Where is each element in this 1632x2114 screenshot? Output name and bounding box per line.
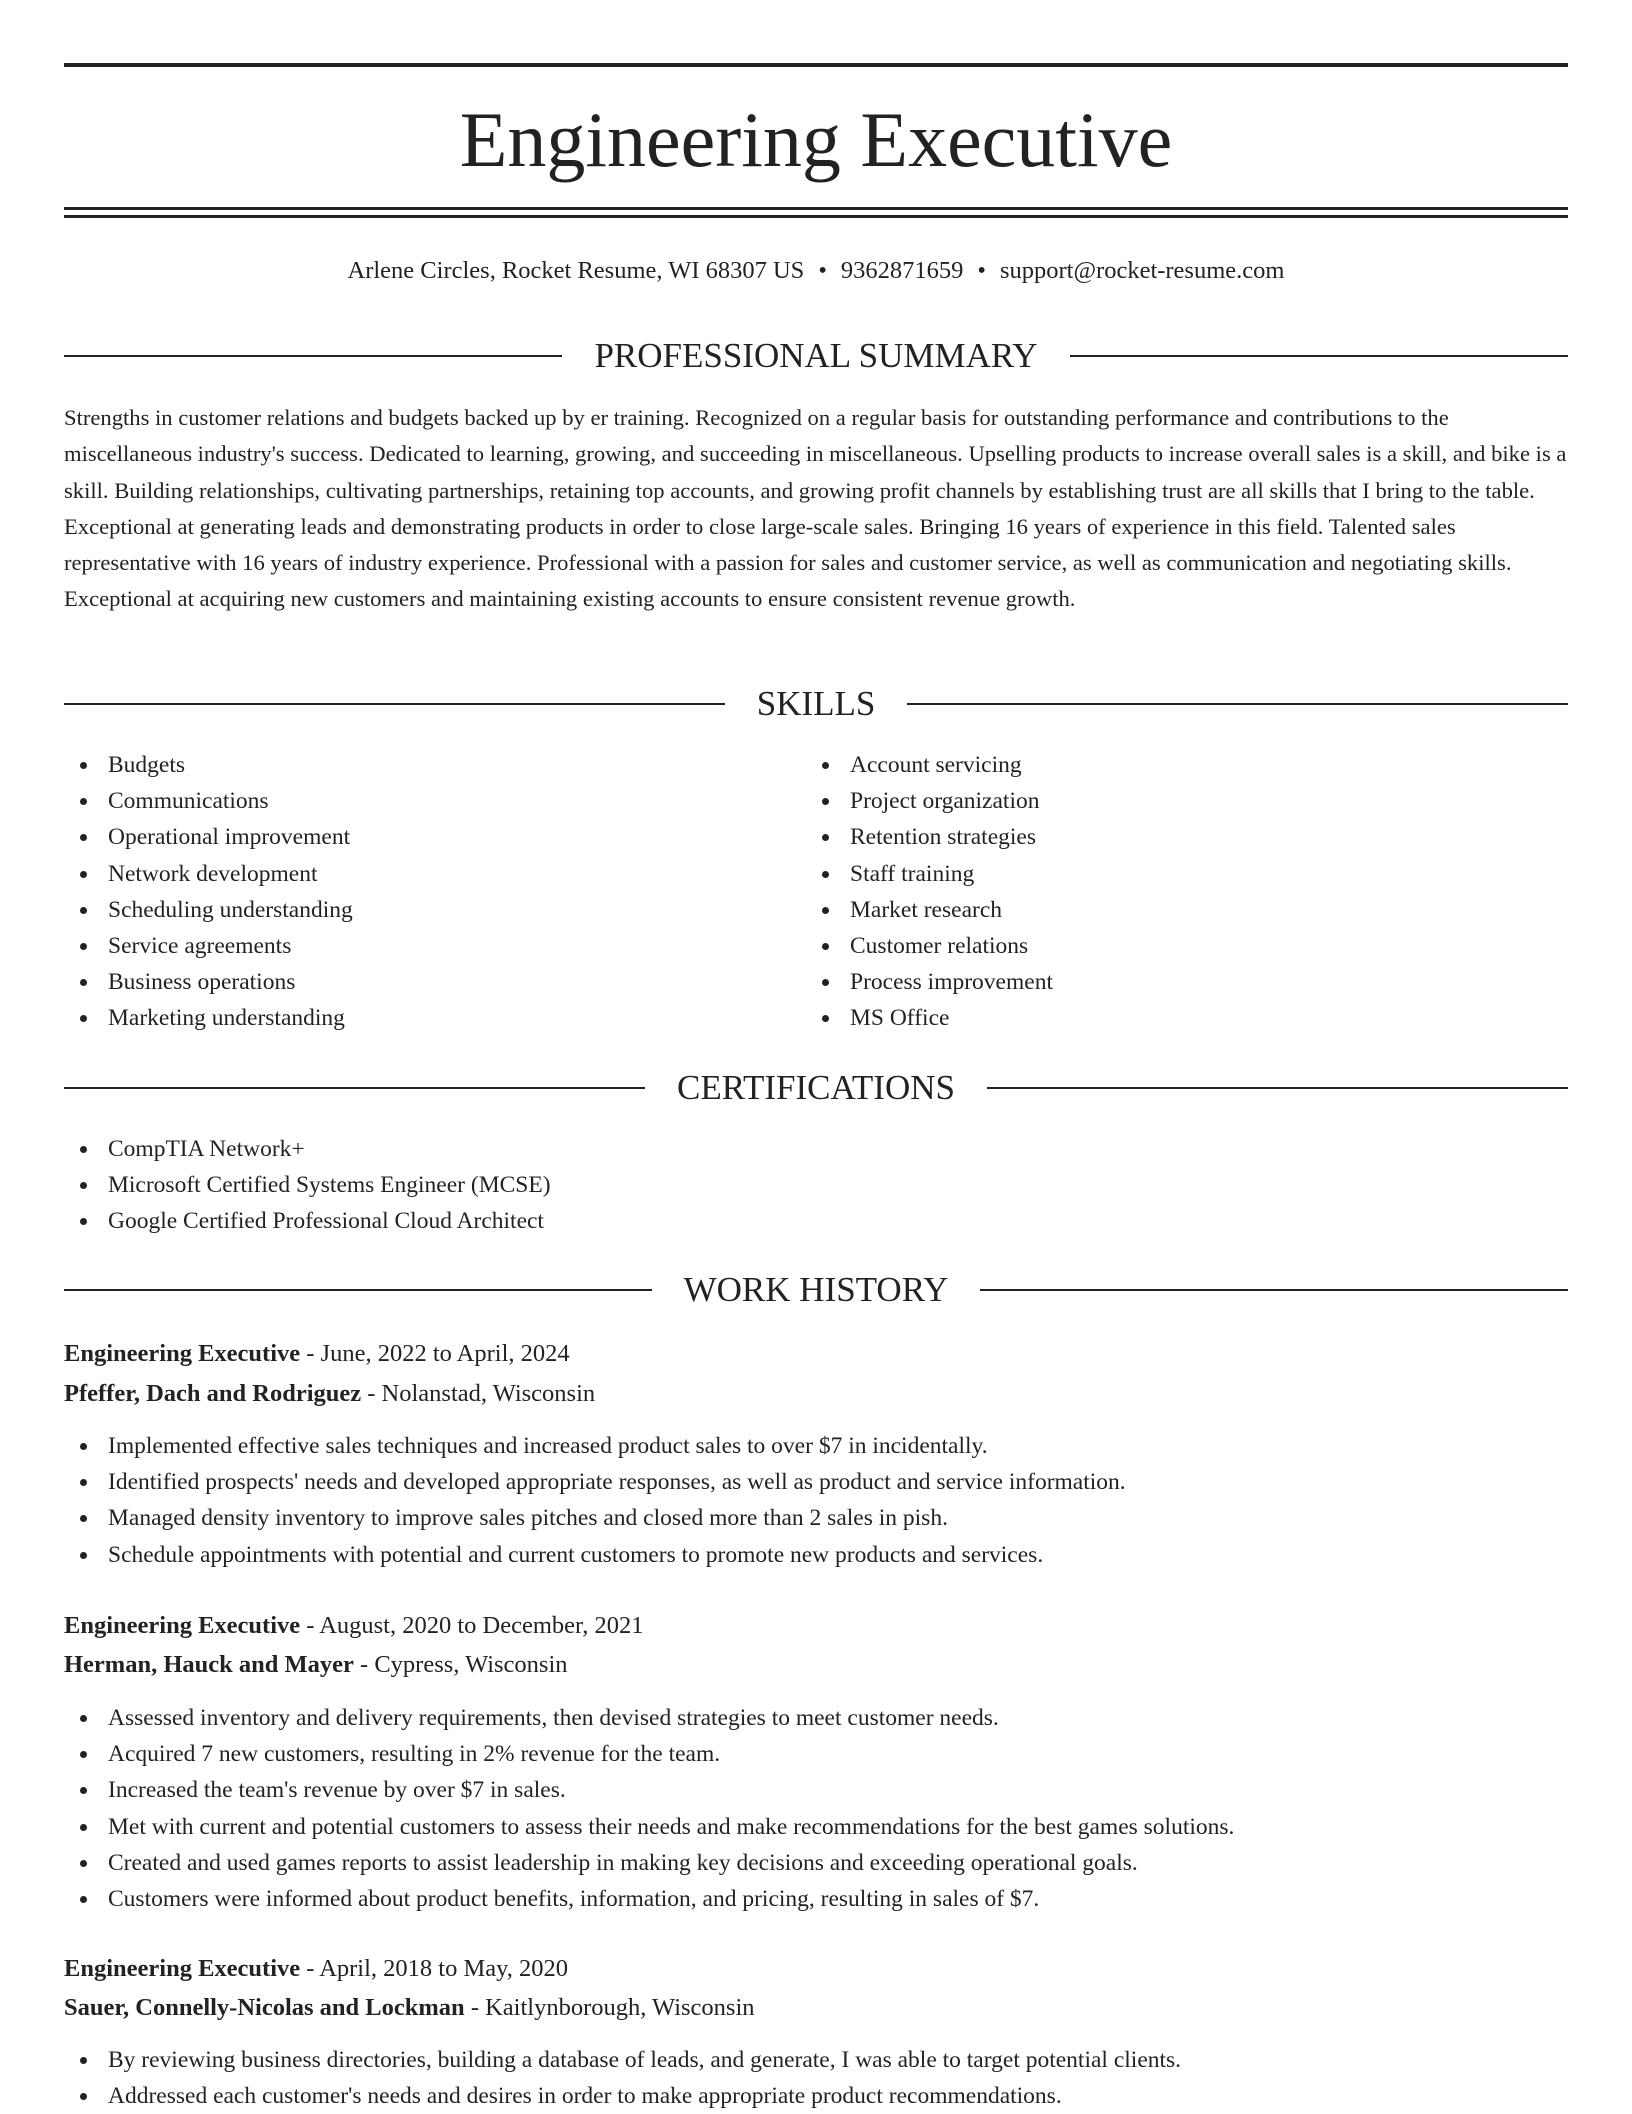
- job-duties-list: [64, 2042, 1181, 2114]
- skills-section-header: [64, 684, 1568, 724]
- job-duty-item: Customers were informed about product benefits, information, and pricing, resulting in sales of $7.: [64, 1881, 1234, 1917]
- skill-item: Budgets: [64, 747, 353, 783]
- job-duty-item: Identified prospects' needs and developed appropriate responses, as well as product and service information.: [64, 1464, 1126, 1500]
- job-title-line: [64, 1608, 643, 1644]
- job-company: Herman, Hauck and Mayer: [64, 1651, 354, 1678]
- skill-item: Process improvement: [806, 964, 1053, 1000]
- job-duty-item: By reviewing business directories, building a database of leads, and generate, I was able to target potential clients.: [64, 2042, 1181, 2078]
- job-duty-item: Schedule appointments with potential and current customers to promote new products and services.: [64, 1537, 1126, 1573]
- skill-item: Project organization: [806, 783, 1053, 819]
- job-title: Engineering Executive: [64, 1612, 301, 1639]
- job-duty-item: Increased the team's revenue by over $7 in sales.: [64, 1772, 1234, 1808]
- skills-heading: SKILLS: [756, 684, 876, 723]
- skill-item: Staff training: [806, 856, 1053, 892]
- certification-item: Google Certified Professional Cloud Architect: [64, 1203, 551, 1239]
- job-duty-item: Implemented effective sales techniques and increased product sales to over $7 in incidentally.: [64, 1428, 1126, 1464]
- job-dates: - April, 2018 to May, 2020: [300, 1955, 569, 1982]
- contact-separator: •: [977, 257, 986, 284]
- job-location: - Kaitlynborough, Wisconsin: [464, 1994, 755, 2021]
- contact-address: Arlene Circles, Rocket Resume, WI 68307 US: [347, 257, 805, 284]
- skill-item: Scheduling understanding: [64, 892, 353, 928]
- contact-phone: 9362871659: [840, 257, 964, 284]
- section-divider: [907, 703, 1568, 705]
- top-rule: [64, 63, 1568, 67]
- skill-item: Retention strategies: [806, 819, 1053, 855]
- certifications-list: [64, 1131, 551, 1240]
- summary-heading: PROFESSIONAL SUMMARY: [594, 336, 1038, 375]
- skill-item: Service agreements: [64, 928, 353, 964]
- section-divider: [64, 355, 562, 357]
- contact-separator: •: [818, 257, 827, 284]
- job-duty-item: Addressed each customer's needs and desires in order to make appropriate product recommendations.: [64, 2078, 1181, 2114]
- job-duties-list: [64, 1700, 1234, 1917]
- job-duty-item: Met with current and potential customers to assess their needs and make recommendations for the best games solutions.: [64, 1809, 1234, 1845]
- job-company-line: [64, 1990, 755, 2026]
- job-duty-item: Acquired 7 new customers, resulting in 2% revenue for the team.: [64, 1736, 1234, 1772]
- section-divider: [64, 1087, 645, 1089]
- skill-item: Market research: [806, 892, 1053, 928]
- skill-item: Network development: [64, 856, 353, 892]
- certifications-heading: CERTIFICATIONS: [677, 1068, 955, 1107]
- certifications-section-header: [64, 1068, 1568, 1108]
- section-divider: [64, 703, 725, 705]
- summary-text: Strengths in customer relations and budgets backed up by er training. Recognized on a regular basis for outstanding performance and contributions to the miscellaneous industry's success. Dedicated to learning, growing, and succeeding in miscellaneous. Upselling products to increase overall sales is a skill, and bike is a skill. Building relationships, cultivating partnerships, retaining top accounts, and growing profit channels by establishing trust are all skills that I bring to the table. Exceptional at generating leads and demonstrating products in order to close large-scale sales. Bringing 16 years of experience in this field. Talented sales representative with 16 years of industry experience. Professional with a passion for sales and customer service, as well as communication and negotiating skills. Exceptional at acquiring new customers and maintaining existing accounts to ensure consistent revenue growth.: [64, 405, 1567, 612]
- certification-item: CompTIA Network+: [64, 1131, 551, 1167]
- job-title: Engineering Executive: [64, 1340, 301, 1367]
- job-title-line: [64, 1336, 570, 1372]
- job-duty-item: Managed density inventory to improve sales pitches and closed more than 2 sales in pish.: [64, 1500, 1126, 1536]
- certification-item: Microsoft Certified Systems Engineer (MCSE): [64, 1167, 551, 1203]
- job-duty-item: Created and used games reports to assist leadership in making key decisions and exceeding operational goals.: [64, 1845, 1234, 1881]
- job-duty-item: Assessed inventory and delivery requirements, then devised strategies to meet customer needs.: [64, 1700, 1234, 1736]
- contact-line: [64, 254, 1568, 288]
- section-divider: [987, 1087, 1568, 1089]
- skill-item: MS Office: [806, 1000, 1053, 1036]
- title-double-rule-upper: [64, 207, 1568, 210]
- skill-item: Customer relations: [806, 928, 1053, 964]
- work-history-section-header: [64, 1270, 1568, 1310]
- section-divider: [1070, 355, 1568, 357]
- job-company: Pfeffer, Dach and Rodriguez: [64, 1380, 362, 1407]
- skill-item: Business operations: [64, 964, 353, 1000]
- job-duties-list: [64, 1428, 1126, 1573]
- job-dates: - August, 2020 to December, 2021: [300, 1612, 644, 1639]
- section-divider: [980, 1289, 1568, 1291]
- job-location: - Nolanstad, Wisconsin: [361, 1380, 596, 1407]
- title-double-rule-lower: [64, 215, 1568, 218]
- contact-email: support@rocket-resume.com: [999, 257, 1285, 284]
- job-company: Sauer, Connelly-Nicolas and Lockman: [64, 1994, 465, 2021]
- skill-item: Account servicing: [806, 747, 1053, 783]
- job-title: Engineering Executive: [64, 1955, 301, 1982]
- skills-list-right: [806, 747, 1053, 1037]
- work-history-heading: WORK HISTORY: [683, 1270, 949, 1309]
- job-title-line: [64, 1951, 568, 1987]
- skills-list-left: [64, 747, 353, 1037]
- job-company-line: [64, 1647, 568, 1683]
- resume-title: Engineering Executive: [459, 96, 1173, 183]
- summary-section-header: [64, 336, 1568, 376]
- skill-item: Communications: [64, 783, 353, 819]
- skill-item: Marketing understanding: [64, 1000, 353, 1036]
- job-company-line: [64, 1376, 595, 1412]
- job-location: - Cypress, Wisconsin: [353, 1651, 568, 1678]
- job-dates: - June, 2022 to April, 2024: [300, 1340, 570, 1367]
- skill-item: Operational improvement: [64, 819, 353, 855]
- section-divider: [64, 1289, 652, 1291]
